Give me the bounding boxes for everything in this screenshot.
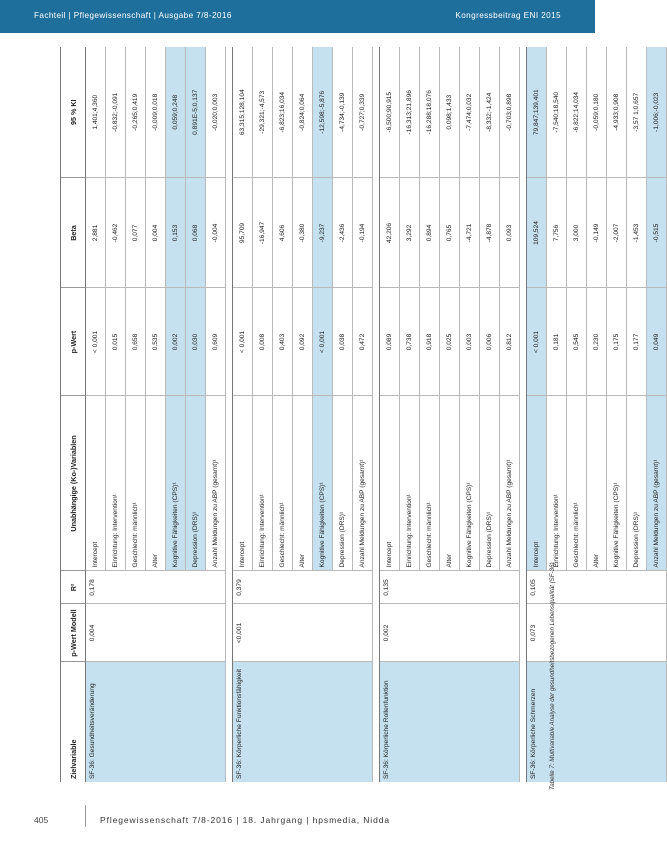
beta-value: -0,194 [353, 178, 373, 288]
beta-value: -0,462 [106, 178, 126, 288]
footer-divider [85, 805, 86, 827]
covariate-name: Einrichtung: Intervention¹ [253, 396, 273, 571]
p-value: 0,812 [500, 288, 520, 396]
table-row [380, 47, 400, 782]
beta-value: 2,881 [86, 178, 106, 288]
page-number: 405 [34, 815, 49, 825]
rotated-table-container [60, 47, 660, 782]
r-squared: 0,178 [86, 571, 226, 604]
p-value: 0,403 [273, 288, 293, 396]
p-value: 0,181 [547, 288, 567, 396]
beta-value: 0,894 [420, 178, 440, 288]
separator-cell [520, 47, 527, 782]
separator-cell [373, 47, 380, 782]
target-variable: SF-36: Körperliche Schmerzen [527, 662, 667, 782]
beta-value: -2,436 [333, 178, 353, 288]
group-separator [373, 47, 380, 782]
table-row [86, 47, 106, 782]
column-header: R² [61, 571, 86, 604]
column-header: 95 % KI [61, 47, 86, 178]
covariate-name: Intercept [380, 396, 400, 571]
beta-value: 3,292 [400, 178, 420, 288]
covariate-name: Alter [440, 396, 460, 571]
p-value: 0,030 [186, 288, 206, 396]
covariate-name: Intercept [86, 396, 106, 571]
column-header: p-Wert [61, 288, 86, 396]
confidence-interval: 63,315;128,104 [233, 47, 253, 178]
beta-value: 0,077 [126, 178, 146, 288]
confidence-interval: -4,933;0,908 [607, 47, 627, 178]
beta-value: 109,524 [527, 178, 547, 288]
target-variable: SF-36: Körperliche Funktionsfähigkeit [233, 662, 373, 782]
beta-value: 0,153 [166, 178, 186, 288]
covariate-name: Alter [587, 396, 607, 571]
confidence-interval: 0,059;0,248 [166, 47, 186, 178]
confidence-interval: -0,265;0,419 [126, 47, 146, 178]
confidence-interval: -4,734;-0,139 [333, 47, 353, 178]
r-squared: 0,135 [380, 571, 520, 604]
confidence-interval: -0,727;0,339 [353, 47, 373, 178]
beta-value: -1,453 [627, 178, 647, 288]
column-header: Beta [61, 178, 86, 288]
r-squared: 0,105 [527, 571, 667, 604]
column-header: Unabhängige (Ko-)Variablen [61, 396, 86, 571]
p-value: 0,092 [293, 288, 313, 396]
target-variable: SF-36: Körperliche Rollenfunktion [380, 662, 520, 782]
covariate-name: Depression (DRS)¹ [333, 396, 353, 571]
p-value: 0,738 [400, 288, 420, 396]
confidence-interval: -16,313;21,896 [400, 47, 420, 178]
beta-value: 95,709 [233, 178, 253, 288]
p-value: 0,089 [380, 288, 400, 396]
p-value: 0,535 [146, 288, 166, 396]
p-value: 0,177 [627, 288, 647, 396]
covariate-name: Geschlecht: männlich¹ [420, 396, 440, 571]
confidence-interval: 0,891E-5;0,137 [186, 47, 206, 178]
p-value: 0,006 [480, 288, 500, 396]
beta-value: 0,765 [440, 178, 460, 288]
p-value: < 0,001 [527, 288, 547, 396]
beta-value: 7,756 [547, 178, 567, 288]
journal-section-title: Fachteil | Pflegewissenschaft | Ausgabe 7/8-2016 [34, 11, 232, 20]
table-header-row [61, 47, 86, 782]
article-type-label: Kongressbeitrag ENI 2015 [455, 11, 561, 20]
beta-value: -2,007 [607, 178, 627, 288]
table-row [527, 47, 547, 782]
covariate-name: Alter [146, 396, 166, 571]
group-separator [520, 47, 527, 782]
table-body [86, 47, 667, 782]
covariate-name: Einrichtung: Intervention¹ [547, 396, 567, 571]
separator-cell [226, 47, 233, 782]
beta-value: 42,206 [380, 178, 400, 288]
confidence-interval: -8,332;-1,424 [480, 47, 500, 178]
column-header: Zielvariable [61, 662, 86, 782]
model-p-value: 0,073 [527, 604, 667, 662]
p-value: 0,472 [353, 288, 373, 396]
beta-value: 0,093 [500, 178, 520, 288]
covariate-name: Alter [293, 396, 313, 571]
covariate-name: Depression (DRS)¹ [480, 396, 500, 571]
p-value: 0,002 [166, 288, 186, 396]
confidence-interval: -0,832;-0,091 [106, 47, 126, 178]
confidence-interval: 1,401;4,360 [86, 47, 106, 178]
p-value: 0,545 [567, 288, 587, 396]
footer-journal-info: Pflegewissenschaft 7/8-2016 | 18. Jahrgang | hpsmedia, Nidda [100, 815, 390, 825]
confidence-interval: -0,824;0,064 [293, 47, 313, 178]
table-row [233, 47, 253, 782]
beta-value: -4,721 [460, 178, 480, 288]
covariate-name: Kognitive Fähigkeiten (CPS)¹ [313, 396, 333, 571]
covariate-name: Anzahl Meldungen zu ABP (gesamt)¹ [353, 396, 373, 571]
confidence-interval: -29,321;-4,573 [253, 47, 273, 178]
covariate-name: Intercept [527, 396, 547, 571]
p-value: 0,175 [607, 288, 627, 396]
confidence-interval: -6,823;16,034 [273, 47, 293, 178]
confidence-interval: -12,598;-5,876 [313, 47, 333, 178]
beta-value: -9,237 [313, 178, 333, 288]
confidence-interval: 0,098;1,433 [440, 47, 460, 178]
covariate-name: Depression (DRS)¹ [186, 396, 206, 571]
table-caption: Tabelle 7: Multivariable Analyse der gesundheitsbezogenen Lebensqualität (SF-36) [549, 562, 556, 790]
p-value: 0,609 [206, 288, 226, 396]
beta-value: 4,606 [273, 178, 293, 288]
confidence-interval: -3,57 1;0,657 [627, 47, 647, 178]
covariate-name: Anzahl Meldungen zu ABP (gesamt)¹ [647, 396, 667, 571]
covariate-name: Anzahl Meldungen zu ABP (gesamt)¹ [500, 396, 520, 571]
confidence-interval: -0,009;0,018 [146, 47, 166, 178]
covariate-name: Kognitive Fähigkeiten (CPS)¹ [607, 396, 627, 571]
covariate-name: Geschlecht: männlich¹ [567, 396, 587, 571]
p-value: 0,049 [647, 288, 667, 396]
regression-table [60, 47, 667, 782]
confidence-interval: -0,059;0,180 [587, 47, 607, 178]
p-value: < 0,001 [313, 288, 333, 396]
model-p-value: 0,002 [380, 604, 520, 662]
covariate-name: Intercept [233, 396, 253, 571]
confidence-interval: -7,474;0,032 [460, 47, 480, 178]
confidence-interval: -1,006;-0,023 [647, 47, 667, 178]
p-value: 0,230 [587, 288, 607, 396]
confidence-interval: -6,500;90,915 [380, 47, 400, 178]
confidence-interval: -6,822;14,034 [567, 47, 587, 178]
target-variable: SF-36: Gesundheitsveränderung [86, 662, 226, 782]
beta-value: 3,000 [567, 178, 587, 288]
covariate-name: Geschlecht: männlich¹ [126, 396, 146, 571]
beta-value: 0,068 [186, 178, 206, 288]
confidence-interval: -0,703;0,898 [500, 47, 520, 178]
confidence-interval: -7,540;18,540 [547, 47, 567, 178]
column-header: p-Wert Modell [61, 604, 86, 662]
model-p-value: 0,004 [86, 604, 226, 662]
beta-value: -0,004 [206, 178, 226, 288]
p-value: 0,038 [333, 288, 353, 396]
beta-value: -4,878 [480, 178, 500, 288]
covariate-name: Kognitive Fähigkeiten (CPS)¹ [166, 396, 186, 571]
covariate-name: Kognitive Fähigkeiten (CPS)¹ [460, 396, 480, 571]
p-value: < 0,001 [233, 288, 253, 396]
beta-value: 0,004 [146, 178, 166, 288]
p-value: 0,658 [126, 288, 146, 396]
beta-value: -0,149 [587, 178, 607, 288]
p-value: 0,003 [460, 288, 480, 396]
covariate-name: Einrichtung: Intervention¹ [106, 396, 126, 571]
p-value: < 0,001 [86, 288, 106, 396]
beta-value: -16,947 [253, 178, 273, 288]
confidence-interval: -0,020;0,003 [206, 47, 226, 178]
confidence-interval: 79,847;139,401 [527, 47, 547, 178]
p-value: 0,918 [420, 288, 440, 396]
covariate-name: Depression (DRS)¹ [627, 396, 647, 571]
confidence-interval: -16,288;18,076 [420, 47, 440, 178]
model-p-value: <0,001 [233, 604, 373, 662]
r-squared: 0,379 [233, 571, 373, 604]
covariate-name: Einrichtung: Intervention¹ [400, 396, 420, 571]
header-band [0, 0, 595, 33]
group-separator [226, 47, 233, 782]
covariate-name: Anzahl Meldungen zu ABP (gesamt)¹ [206, 396, 226, 571]
p-value: 0,008 [253, 288, 273, 396]
beta-value: -0,515 [647, 178, 667, 288]
beta-value: -0,380 [293, 178, 313, 288]
p-value: 0,015 [106, 288, 126, 396]
covariate-name: Geschlecht: männlich¹ [273, 396, 293, 571]
p-value: 0,025 [440, 288, 460, 396]
